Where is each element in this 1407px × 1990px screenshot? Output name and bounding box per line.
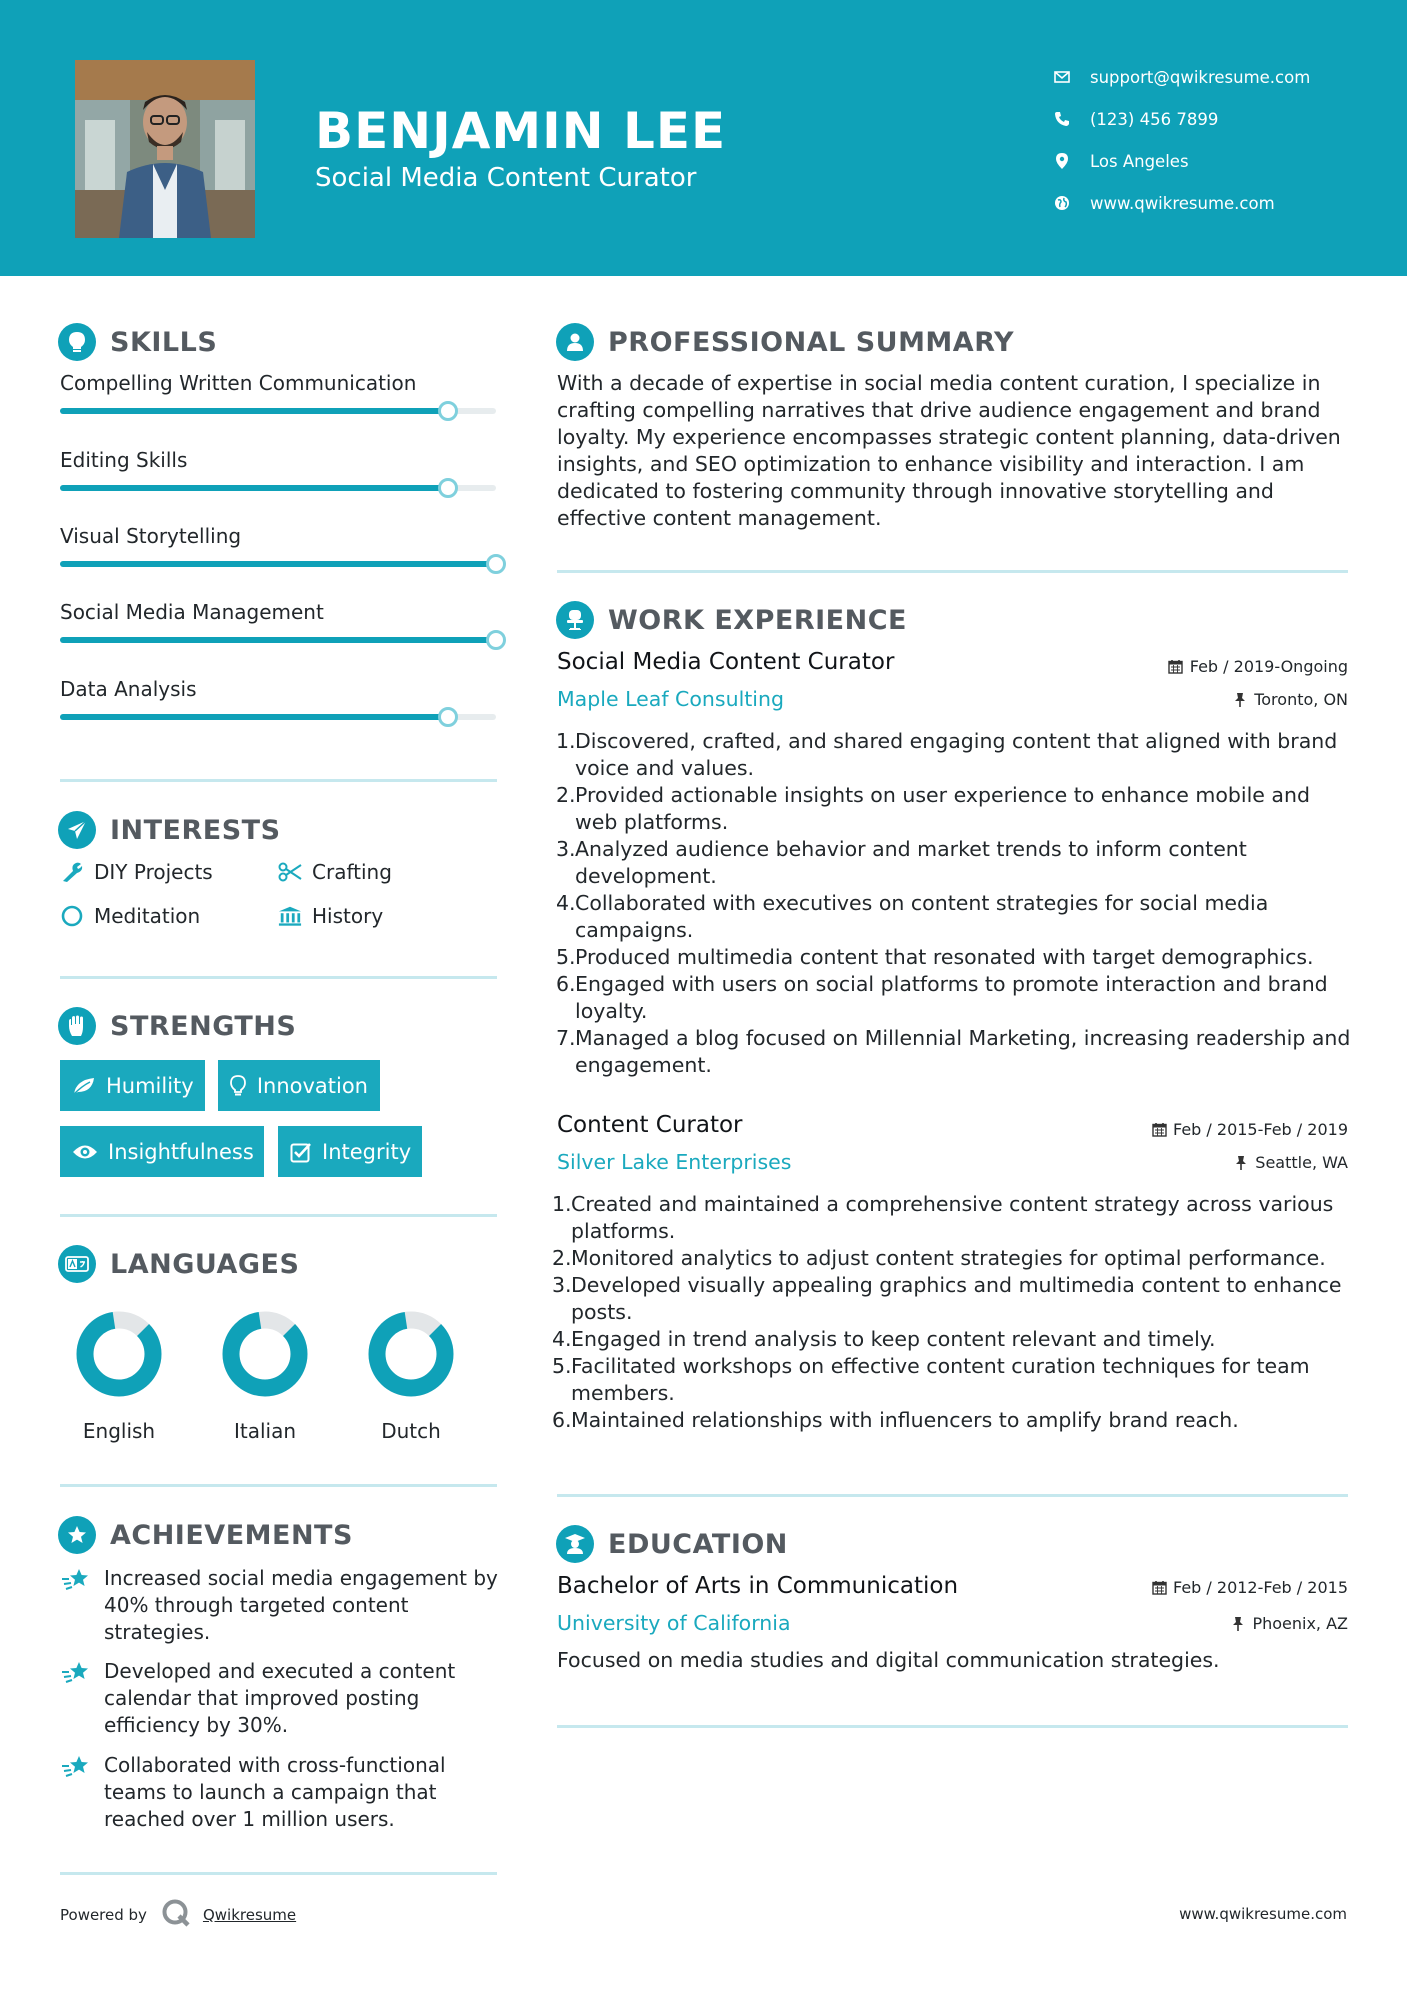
section-divider [60, 1872, 497, 1875]
qwikresume-logo-icon [161, 1898, 191, 1932]
job-location [1233, 1153, 1348, 1172]
footer-powered-by [60, 1898, 296, 1932]
language-label: Dutch [381, 1419, 441, 1443]
achievement-text: Increased social media engagement by 40% through targeted content strategies. [104, 1566, 498, 1644]
interest-label: Meditation [94, 904, 201, 928]
powered-by-label: Powered by [60, 1906, 147, 1924]
skill-bar [60, 714, 496, 720]
job-bullet: 1. Discovered, crafted, and shared engaging content that aligned with brand voice and values. [556, 729, 1338, 780]
leaf-icon [72, 1073, 96, 1099]
skill-bar-knob [438, 478, 458, 498]
pushpin-icon [1230, 1616, 1246, 1632]
job-bullet: 1. Created and maintained a comprehensive content strategy across various platforms. [552, 1192, 1334, 1243]
strength-label: Humility [106, 1073, 194, 1098]
pushpin-icon [1232, 692, 1248, 708]
shooting-star-icon [60, 1752, 92, 1784]
company-name[interactable]: Maple Leaf Consulting [557, 687, 785, 711]
job-bullets [556, 728, 1356, 1079]
language-level-ring [368, 1311, 454, 1397]
job-dates [1168, 657, 1348, 676]
bank-icon [278, 904, 302, 928]
job-title: Content Curator [557, 1112, 743, 1138]
strength-chip [60, 1060, 205, 1111]
language-icon [58, 1245, 96, 1283]
achievement-item [60, 1658, 500, 1739]
qwikresume-link[interactable]: Qwikresume [202, 1906, 297, 1924]
contact-website-text: www.qwikresume.com [1090, 193, 1275, 213]
language-item [356, 1311, 466, 1443]
achievements-title: ACHIEVEMENTS [110, 1519, 353, 1551]
skill-label: Compelling Written Communication [60, 371, 417, 395]
achievements-heading [58, 1516, 353, 1554]
section-divider [60, 779, 497, 782]
skill-item [60, 371, 496, 395]
company-name[interactable]: Silver Lake Enterprises [557, 1150, 792, 1174]
skill-bar [60, 637, 496, 643]
job-title: Social Media Content Curator [557, 649, 895, 675]
education-title: EDUCATION [608, 1528, 788, 1560]
contact-email[interactable] [1052, 56, 1382, 98]
languages-title: LANGUAGES [110, 1248, 300, 1280]
pushpin-icon [1233, 1155, 1249, 1171]
strength-chip [60, 1126, 264, 1177]
interest-item [278, 904, 383, 928]
skill-bar-knob [438, 707, 458, 727]
strength-chip [218, 1060, 380, 1111]
job-location-text: Toronto, ON [1254, 690, 1348, 709]
skills-title: SKILLS [110, 326, 218, 358]
calendar-icon [1151, 1122, 1167, 1138]
graduate-icon [556, 1525, 594, 1563]
skills-heading [58, 323, 217, 361]
contact-phone[interactable] [1052, 98, 1382, 140]
skill-item [60, 524, 496, 548]
skill-bar [60, 485, 496, 491]
calendar-icon [1168, 659, 1184, 675]
job-location-text: Seattle, WA [1255, 1153, 1348, 1172]
candidate-name: BENJAMIN LEE [315, 102, 727, 160]
summary-text: With a decade of expertise in social media content curation, I specialize in crafting compelling narratives that drive audience engagement and brand loyalty. My experience encompasses strategic content planning, data-driven insights, and SEO optimization to enhance visibility and interaction. I am dedicated to fostering community through innovative storytelling and effective content management. [557, 371, 1341, 530]
language-level-ring [76, 1311, 162, 1397]
language-level-ring [222, 1311, 308, 1397]
experience-heading [556, 601, 907, 639]
shooting-star-icon [60, 1565, 92, 1597]
section-divider [60, 976, 497, 979]
education-dates-text: Feb / 2012-Feb / 2015 [1173, 1578, 1348, 1597]
language-label: Italian [233, 1419, 297, 1443]
lightbulb-icon [230, 1073, 247, 1099]
job-bullet: 4. Collaborated with executives on content strategies for social media campaigns. [556, 891, 1269, 942]
user-icon [556, 323, 594, 361]
skill-item [60, 600, 496, 624]
section-divider [557, 570, 1348, 573]
skill-label: Social Media Management [60, 600, 324, 624]
section-divider [60, 1484, 497, 1487]
circle-icon [60, 904, 84, 928]
interest-item [278, 860, 392, 884]
degree-title: Bachelor of Arts in Communication [557, 1573, 959, 1599]
achievement-item [60, 1752, 500, 1833]
interest-label: Crafting [312, 860, 392, 884]
contact-email-text: support@qwikresume.com [1090, 67, 1311, 87]
globe-icon [1052, 193, 1072, 213]
strength-chip [278, 1126, 422, 1177]
achievement-item [60, 1565, 500, 1646]
skill-bar-knob [486, 630, 506, 650]
job-dates [1151, 1120, 1348, 1139]
contact-website[interactable] [1052, 182, 1382, 224]
interest-item [60, 904, 200, 928]
job-dates-text: Feb / 2019-Ongoing [1189, 657, 1348, 676]
interest-label: DIY Projects [94, 860, 213, 884]
job-bullet: 3. Analyzed audience behavior and market trends to inform content development. [556, 837, 1247, 888]
skill-item [60, 677, 496, 701]
interest-item [60, 860, 213, 884]
star-badge-icon [58, 1516, 96, 1554]
strengths-heading [58, 1007, 296, 1045]
strength-label: Integrity [322, 1139, 412, 1164]
scissors-icon [278, 860, 302, 884]
school-name[interactable]: University of California [557, 1611, 791, 1635]
languages-heading [58, 1245, 299, 1283]
education-description: Focused on media studies and digital communication strategies. [557, 1648, 1220, 1672]
skill-bar-knob [486, 554, 506, 574]
skill-item [60, 448, 496, 472]
strengths-title: STRENGTHS [110, 1010, 297, 1042]
job-bullet: 6. Maintained relationships with influencers to amplify brand reach. [552, 1408, 1239, 1432]
envelope-icon [1052, 67, 1072, 87]
skill-label: Visual Storytelling [60, 524, 242, 548]
strength-label: Innovation [256, 1073, 368, 1098]
job-bullet: 7. Managed a blog focused on Millennial Marketing, increasing readership and engagement. [556, 1026, 1351, 1077]
profile-photo [75, 60, 255, 238]
language-item [64, 1311, 174, 1443]
section-divider [557, 1494, 1348, 1497]
contact-phone-text: (123) 456 7899 [1090, 109, 1219, 129]
resume-header [0, 0, 1407, 276]
strength-label: Insightfulness [108, 1139, 254, 1164]
skill-bar [60, 408, 496, 414]
contact-location [1052, 140, 1382, 182]
job-bullet: 2. Provided actionable insights on user experience to enhance mobile and web platforms. [556, 783, 1310, 834]
skill-bar [60, 561, 496, 567]
achievement-text: Collaborated with cross-functional teams to launch a campaign that reached over 1 million users. [104, 1753, 446, 1831]
achievement-text: Developed and executed a content calendar that improved posting efficiency by 30%. [104, 1659, 456, 1737]
education-location-text: Phoenix, AZ [1252, 1614, 1348, 1633]
contact-location-text: Los Angeles [1090, 151, 1189, 171]
skill-label: Editing Skills [60, 448, 188, 472]
map-pin-icon [1052, 151, 1072, 171]
job-bullet: 2. Monitored analytics to adjust content strategies for optimal performance. [552, 1246, 1326, 1270]
interests-title: INTERESTS [110, 814, 281, 846]
eye-icon [72, 1139, 98, 1165]
job-bullet: 5. Produced multimedia content that resonated with target demographics. [556, 945, 1314, 969]
candidate-title: Social Media Content Curator [315, 163, 697, 193]
lightbulb-icon [58, 323, 96, 361]
job-dates-text: Feb / 2015-Feb / 2019 [1173, 1120, 1348, 1139]
job-location [1232, 690, 1348, 709]
summary-title: PROFESSIONAL SUMMARY [608, 326, 1015, 358]
footer-website[interactable]: www.qwikresume.com [1179, 1905, 1347, 1923]
skill-label: Data Analysis [60, 677, 197, 701]
chair-icon [556, 601, 594, 639]
language-item [210, 1311, 320, 1443]
education-location [1230, 1614, 1348, 1633]
calendar-icon [1151, 1580, 1167, 1596]
paper-plane-icon [58, 811, 96, 849]
job-bullet: 6. Engaged with users on social platforms to promote interaction and brand loyalty. [556, 972, 1328, 1023]
education-heading [556, 1525, 788, 1563]
section-divider [557, 1725, 1348, 1728]
summary-heading [556, 323, 1014, 361]
hand-icon [58, 1007, 96, 1045]
job-bullet: 3. Developed visually appealing graphics and multimedia content to enhance posts. [552, 1273, 1342, 1324]
experience-title: WORK EXPERIENCE [608, 604, 907, 636]
phone-icon [1052, 109, 1072, 129]
wrench-icon [60, 860, 84, 884]
interests-heading [58, 811, 281, 849]
language-label: English [82, 1419, 156, 1443]
education-dates [1151, 1578, 1348, 1597]
shooting-star-icon [60, 1658, 92, 1690]
skill-bar-knob [438, 401, 458, 421]
section-divider [60, 1214, 497, 1217]
interest-label: History [312, 904, 384, 928]
job-bullet: 4. Engaged in trend analysis to keep content relevant and timely. [552, 1327, 1216, 1351]
contact-list [1052, 56, 1382, 224]
job-bullets [552, 1191, 1356, 1434]
check-square-icon [290, 1139, 312, 1165]
job-bullet: 5. Facilitated workshops on effective content curation techniques for team members. [552, 1354, 1310, 1405]
